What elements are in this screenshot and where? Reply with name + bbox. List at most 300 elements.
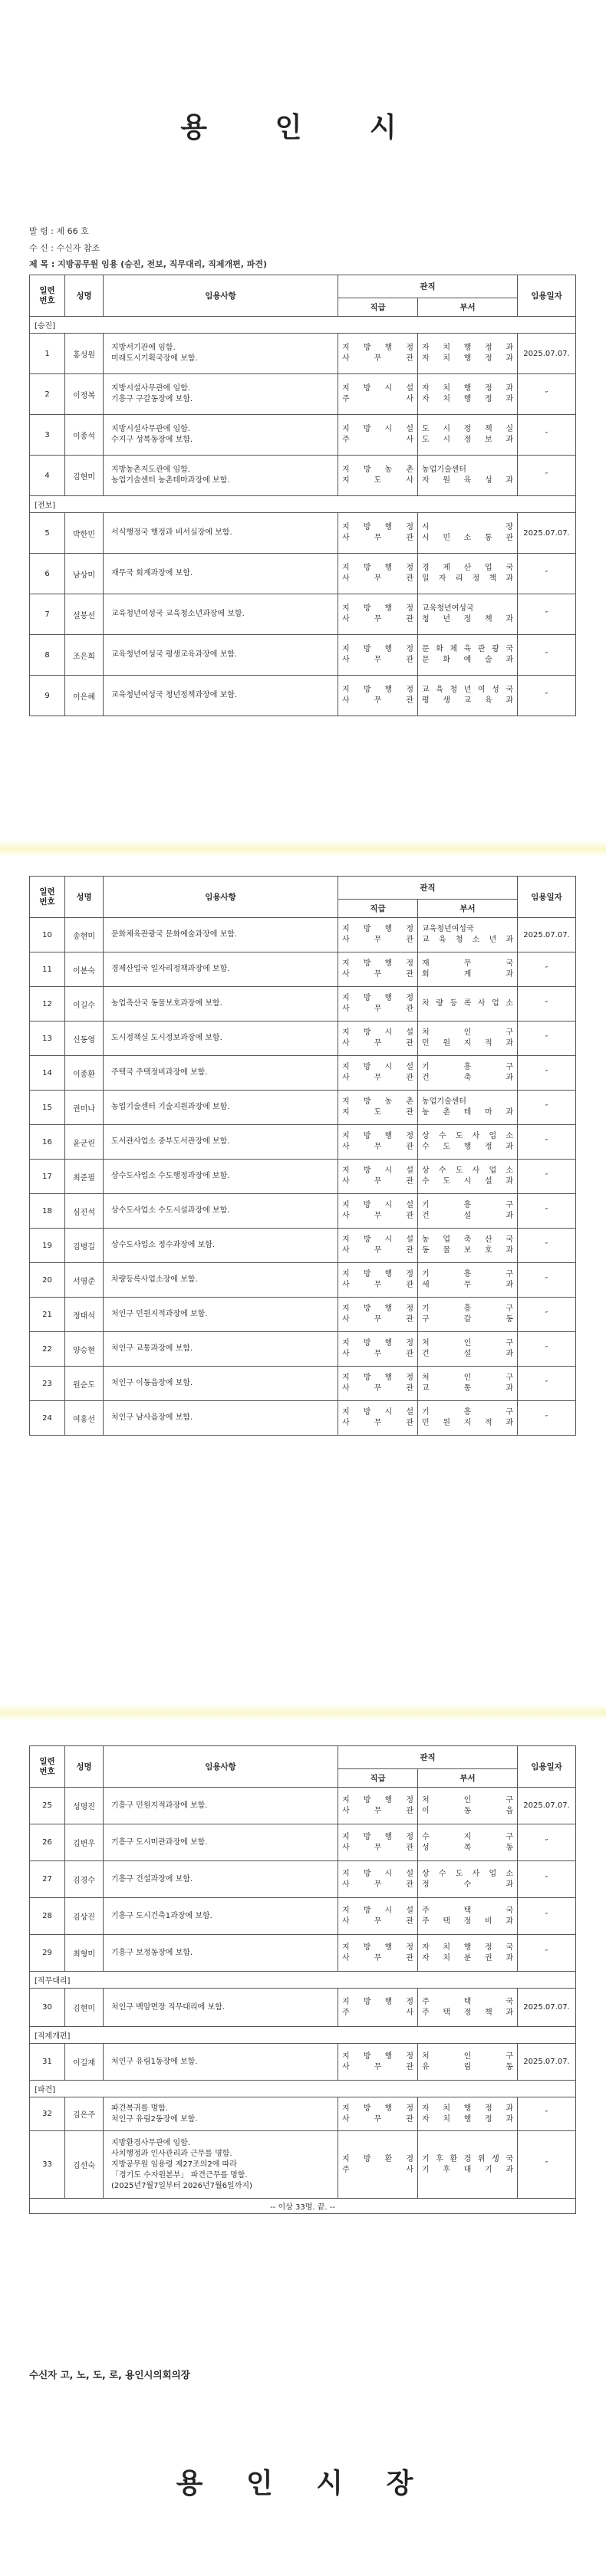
dept-line: 경 제 산 업 국 xyxy=(422,564,514,572)
dept-line: 기 흥 구 xyxy=(422,1304,514,1313)
rank-line: 사 무 관 xyxy=(342,936,413,944)
row-dept xyxy=(418,1861,518,1898)
row-no: 17 xyxy=(30,1160,65,1194)
col-item: 임용사항 xyxy=(104,877,338,918)
rank-line: 지 방 행 정 xyxy=(342,1795,413,1805)
row-no: 6 xyxy=(30,554,65,594)
dept-line: 차 량 등 록 사 업 소 xyxy=(422,999,514,1008)
row-date: ″ xyxy=(518,1935,576,1972)
row-no: 24 xyxy=(30,1401,65,1436)
row-no: 28 xyxy=(30,1898,65,1935)
row-dept xyxy=(418,1935,518,1972)
rank-line: 지 방 행 정 xyxy=(342,1997,413,2006)
dept-line: 재 무 국 xyxy=(422,959,514,968)
row-dept xyxy=(418,374,518,415)
row-dept xyxy=(418,1298,518,1332)
item-line: 파견복귀를 명함. xyxy=(111,2104,168,2113)
dept-line: 자 치 행 정 과 xyxy=(422,2114,514,2124)
row-rank xyxy=(338,513,418,554)
item-line: 문화체육관광국 문화예술과장에 보함. xyxy=(111,930,238,939)
dept-line: 자 원 육 성 과 xyxy=(422,476,514,485)
recipient-ref: 수 신 : 수신자 참조 xyxy=(29,243,100,253)
rank-line: 지 방 행 정 xyxy=(342,344,413,352)
rank-line: 사 무 관 xyxy=(342,574,413,583)
item-line: 지방서기관에 임함. xyxy=(111,344,176,352)
row-no: 2 xyxy=(30,374,65,415)
doc-number: 발 령 : 제 66 호 xyxy=(29,226,89,236)
item-line: 기흥구 보정동장에 보함. xyxy=(111,1948,193,1957)
row-rank xyxy=(338,1229,418,1263)
dept-line: 세 무 과 xyxy=(422,1281,514,1289)
dept-line: 이 동 읍 xyxy=(422,1806,514,1815)
row-rank xyxy=(338,1861,418,1898)
rank-line: 지 방 행 정 xyxy=(342,686,413,694)
row-dept xyxy=(418,2097,518,2131)
page-3 xyxy=(0,1715,606,2576)
row-rank xyxy=(338,1332,418,1367)
table-row xyxy=(30,1022,576,1056)
item-line: 지방농촌지도관에 임함. xyxy=(111,466,190,474)
col-item: 임용사항 xyxy=(104,275,338,317)
dept-line: 정 수 과 xyxy=(422,1880,514,1889)
dept-line: 민 원 지 적 과 xyxy=(422,1039,514,1048)
row-date: 2025.07.07. xyxy=(518,1788,576,1824)
rank-line: 지 방 시 설 xyxy=(342,1235,413,1244)
row-rank xyxy=(338,456,418,496)
row-item xyxy=(104,2044,338,2081)
row-name: 이정복 xyxy=(65,374,104,415)
row-date: ″ xyxy=(518,1194,576,1229)
rank-line: 지 방 시 설 xyxy=(342,1408,413,1416)
col-no: 일련 번호 xyxy=(30,877,65,918)
row-no: 31 xyxy=(30,2044,65,2081)
col-rank: 직급 xyxy=(338,1769,418,1788)
dept-line: 기 흥 구 xyxy=(422,1270,514,1278)
row-item xyxy=(104,1125,338,1160)
row-name: 양승현 xyxy=(65,1332,104,1367)
table-row xyxy=(30,1989,576,2027)
dept-line: 교육청년여성국 xyxy=(422,925,474,933)
row-name: 이길수 xyxy=(65,987,104,1022)
col-date: 임용일자 xyxy=(518,1746,576,1788)
row-no: 5 xyxy=(30,513,65,554)
rank-line: 지 방 환 경 xyxy=(342,2154,413,2163)
row-dept xyxy=(418,2131,518,2199)
dept-line: 시 장 xyxy=(422,523,514,531)
rank-line: 지 방 행 정 xyxy=(342,1132,413,1140)
dept-line: 처 인 구 xyxy=(422,2051,514,2061)
row-date: ″ xyxy=(518,2131,576,2199)
row-name: 이길재 xyxy=(65,2044,104,2081)
dept-line: 기 후 환 경 위 생 국 xyxy=(422,2154,514,2163)
doc-subject: 제 목 : 지방공무원 임용 (승진, 전보, 직무대리, 직제개편, 파견) xyxy=(29,259,268,269)
row-dept xyxy=(418,1022,518,1056)
item-line: 미래도시기획국장에 보함. xyxy=(111,354,198,363)
dept-line: 구 갈 동 xyxy=(422,1315,514,1324)
dept-line: 교 육 청 년 여 성 국 xyxy=(422,686,514,694)
table-row xyxy=(30,1401,576,1436)
page-1 xyxy=(0,0,606,847)
table-row xyxy=(30,513,576,554)
row-date: ″ xyxy=(518,1091,576,1125)
row-name: 박한민 xyxy=(65,513,104,554)
row-item xyxy=(104,334,338,374)
rank-line: 사 무 관 xyxy=(342,1419,413,1427)
col-date: 임용일자 xyxy=(518,275,576,317)
row-date: 2025.07.07. xyxy=(518,334,576,374)
row-item xyxy=(104,1022,338,1056)
table-row xyxy=(30,1788,576,1824)
rank-line: 지 방 행 정 xyxy=(342,2051,413,2061)
row-dept xyxy=(418,334,518,374)
row-rank xyxy=(338,1367,418,1401)
rank-line: 지 방 행 정 xyxy=(342,925,413,933)
row-no: 11 xyxy=(30,952,65,987)
row-item xyxy=(104,952,338,987)
row-date: ″ xyxy=(518,1022,576,1056)
row-rank xyxy=(338,1160,418,1194)
row-no: 3 xyxy=(30,415,65,456)
table-row xyxy=(30,1367,576,1401)
col-dept: 부서 xyxy=(418,1769,518,1788)
row-rank xyxy=(338,1091,418,1125)
row-date: ″ xyxy=(518,1332,576,1367)
col-rank: 직급 xyxy=(338,298,418,317)
row-no: 14 xyxy=(30,1056,65,1091)
row-date: ″ xyxy=(518,415,576,456)
row-no: 25 xyxy=(30,1788,65,1824)
item-line: 지방시설사무관에 임함. xyxy=(111,425,190,433)
rank-line: 사 무 관 xyxy=(342,970,413,979)
dept-line: 교 통 과 xyxy=(422,1384,514,1393)
col-name: 성명 xyxy=(65,1746,104,1788)
row-date: 2025.07.07. xyxy=(518,918,576,952)
rank-line: 사 무 관 xyxy=(342,1039,413,1048)
row-rank xyxy=(338,1022,418,1056)
table-row xyxy=(30,2044,576,2081)
row-name: 이종석 xyxy=(65,415,104,456)
page-gap xyxy=(0,841,606,857)
dept-line: 도 시 정 보 과 xyxy=(422,436,514,444)
row-name: 여홍선 xyxy=(65,1401,104,1436)
document-title: 용 인 시 xyxy=(180,111,426,143)
rank-line: 사 무 관 xyxy=(342,1843,413,1852)
row-dept xyxy=(418,1091,518,1125)
table-row xyxy=(30,415,576,456)
row-item xyxy=(104,1898,338,1935)
dept-line: 자 치 행 정 과 xyxy=(422,395,514,403)
row-name: 홍성원 xyxy=(65,334,104,374)
dept-line: 상 수 도 사 업 소 xyxy=(422,1132,514,1140)
row-rank xyxy=(338,1989,418,2027)
rank-line: 지 방 농 촌 xyxy=(342,1097,413,1106)
col-date: 임용일자 xyxy=(518,877,576,918)
row-no: 1 xyxy=(30,334,65,374)
row-date: ″ xyxy=(518,1401,576,1436)
col-no: 일련 번호 xyxy=(30,1746,65,1788)
rank-line: 사 무 관 xyxy=(342,2062,413,2071)
rank-line: 사 무 관 xyxy=(342,1177,413,1186)
row-name: 원순도 xyxy=(65,1367,104,1401)
table-row xyxy=(30,2131,576,2199)
row-rank xyxy=(338,415,418,456)
table-row xyxy=(30,1824,576,1861)
appointment-table-2 xyxy=(29,876,576,1436)
row-dept xyxy=(418,987,518,1022)
item-line: 처인구 유림1동장에 보함. xyxy=(111,2057,198,2066)
table-row xyxy=(30,1935,576,1972)
rank-line: 지 방 농 촌 xyxy=(342,466,413,474)
rank-line: 지 방 행 정 xyxy=(342,1270,413,1278)
row-date: ″ xyxy=(518,987,576,1022)
row-rank xyxy=(338,1125,418,1160)
dept-line: 일 자 리 정 책 과 xyxy=(422,574,514,583)
rank-line: 지 방 행 정 xyxy=(342,2104,413,2113)
table-row xyxy=(30,1229,576,1263)
row-date: ″ xyxy=(518,1367,576,1401)
rank-line: 사 무 관 xyxy=(342,1281,413,1289)
item-line: 「경기도 수자원본부」 파견근무를 명함. xyxy=(111,2170,248,2180)
row-item xyxy=(104,676,338,716)
row-item xyxy=(104,1824,338,1861)
dept-line: 자 치 행 정 과 xyxy=(422,344,514,352)
row-name: 조은희 xyxy=(65,635,104,676)
dept-line: 상 수 도 사 업 소 xyxy=(422,1869,514,1878)
row-no: 21 xyxy=(30,1298,65,1332)
dept-line: 성 복 동 xyxy=(422,1843,514,1852)
rank-line: 사 무 관 xyxy=(342,1143,413,1151)
table-row xyxy=(30,1125,576,1160)
row-date: ″ xyxy=(518,1898,576,1935)
rank-line: 지 방 행 정 xyxy=(342,1339,413,1347)
row-no: 33 xyxy=(30,2131,65,2199)
rank-line: 사 무 관 xyxy=(342,1806,413,1815)
dept-line: 평 생 교 육 과 xyxy=(422,696,514,705)
table-row xyxy=(30,1298,576,1332)
row-name: 이종환 xyxy=(65,1056,104,1091)
row-item xyxy=(104,594,338,635)
dept-line: 도 시 정 책 실 xyxy=(422,425,514,433)
rank-line: 지 방 시 설 xyxy=(342,1906,413,1915)
recipients-line: 수신자 고, 노, 도, 로, 용인시의회의장 xyxy=(29,2369,190,2380)
dept-line: 건 축 과 xyxy=(422,1074,514,1082)
row-rank xyxy=(338,2044,418,2081)
item-line: 교육청년여성국 평생교육과장에 보함. xyxy=(111,650,238,659)
dept-line: 처 인 구 xyxy=(422,1028,514,1037)
row-name: 김현미 xyxy=(65,1989,104,2027)
row-rank xyxy=(338,952,418,987)
row-rank xyxy=(338,554,418,594)
row-dept xyxy=(418,554,518,594)
row-dept xyxy=(418,594,518,635)
rank-line: 주 사 xyxy=(342,436,413,444)
dept-line: 기 후 대 기 과 xyxy=(422,2165,514,2174)
dept-line: 시 민 소 통 관 xyxy=(422,534,514,542)
rank-line: 사 무 관 xyxy=(342,1246,413,1255)
rank-line: 사 무 관 xyxy=(342,656,413,664)
row-rank xyxy=(338,1824,418,1861)
col-name: 성명 xyxy=(65,877,104,918)
dept-line: 수 지 구 xyxy=(422,1832,514,1841)
rank-line: 지 방 시 설 xyxy=(342,1063,413,1071)
rank-line: 사 무 관 xyxy=(342,354,413,363)
row-name: 김병길 xyxy=(65,1229,104,1263)
item-line: 농업기술센터 농촌테마과장에 보함. xyxy=(111,476,230,485)
col-dept: 부서 xyxy=(418,298,518,317)
rank-line: 지 도 사 xyxy=(342,476,413,485)
row-item xyxy=(104,1367,338,1401)
dept-line: 수 도 시 설 과 xyxy=(422,1177,514,1186)
row-date: ″ xyxy=(518,1125,576,1160)
row-name: 남상미 xyxy=(65,554,104,594)
table-row xyxy=(30,1194,576,1229)
row-dept xyxy=(418,415,518,456)
row-date: ″ xyxy=(518,1160,576,1194)
row-dept xyxy=(418,1367,518,1401)
row-date: ″ xyxy=(518,635,576,676)
item-line: 주택국 주택정비과장에 보함. xyxy=(111,1068,208,1077)
dept-line: 자 치 분 권 과 xyxy=(422,1953,514,1962)
row-rank xyxy=(338,1263,418,1298)
row-item xyxy=(104,1298,338,1332)
rank-line: 지 방 행 정 xyxy=(342,645,413,653)
table-row xyxy=(30,374,576,415)
dept-line: 문 화 예 술 과 xyxy=(422,656,514,664)
dept-line: 교 육 청 소 년 과 xyxy=(422,936,514,944)
row-name: 김경수 xyxy=(65,1861,104,1898)
row-date: ″ xyxy=(518,374,576,415)
table-row xyxy=(30,1091,576,1125)
row-name: 성명진 xyxy=(65,1788,104,1824)
item-line: 도서관사업소 중부도서관장에 보함. xyxy=(111,1137,230,1146)
table-row xyxy=(30,952,576,987)
dept-line: 자 치 행 정 과 xyxy=(422,354,514,363)
dept-line: 농 촌 테 마 과 xyxy=(422,1108,514,1117)
row-no: 9 xyxy=(30,676,65,716)
row-name: 송현미 xyxy=(65,918,104,952)
item-line: 교육청년여성국 청년정책과장에 보함. xyxy=(111,691,238,699)
row-name: 이은혜 xyxy=(65,676,104,716)
row-date: ″ xyxy=(518,1056,576,1091)
row-rank xyxy=(338,1898,418,1935)
item-line: 수지구 성복동장에 보함. xyxy=(111,436,193,444)
section-label: [직무대리] xyxy=(30,1972,576,1989)
dept-line: 민 원 지 적 과 xyxy=(422,1419,514,1427)
rank-line: 지 방 행 정 xyxy=(342,959,413,968)
table-row xyxy=(30,554,576,594)
rank-line: 지 방 행 정 xyxy=(342,1943,413,1952)
signature-title: 용 인 시 장 xyxy=(176,2467,430,2499)
row-item xyxy=(104,1861,338,1898)
col-no: 일련 번호 xyxy=(30,275,65,317)
rank-line: 주 사 xyxy=(342,395,413,403)
row-rank xyxy=(338,1194,418,1229)
dept-line: 자 치 행 정 과 xyxy=(422,2104,514,2113)
row-date: 2025.07.07. xyxy=(518,513,576,554)
item-line: 기흥구 도시건축1과장에 보함. xyxy=(111,1911,212,1920)
table-row xyxy=(30,1160,576,1194)
end-note: -- 이상 33명. 끝. -- xyxy=(30,2199,576,2214)
row-no: 22 xyxy=(30,1332,65,1367)
row-date: ″ xyxy=(518,1263,576,1298)
dept-line: 농업기술센터 xyxy=(422,1097,466,1106)
item-line: (2025년7월7일부터 2026년7월6일까지) xyxy=(111,2181,252,2190)
item-line: 경제산업국 일자리정책과장에 보함. xyxy=(111,965,230,973)
item-line: 처인구 이동읍장에 보함. xyxy=(111,1379,193,1387)
item-line: 처인구 교통과장에 보함. xyxy=(111,1344,193,1353)
table-row xyxy=(30,987,576,1022)
row-dept xyxy=(418,2044,518,2081)
item-line: 지방공무원 임용령 제27조의2에 따라 xyxy=(111,2160,237,2169)
dept-line: 기 흥 구 xyxy=(422,1201,514,1209)
item-line: 도시정책실 도시정보과장에 보함. xyxy=(111,1034,222,1042)
item-line: 처인구 남사읍장에 보함. xyxy=(111,1413,193,1422)
row-dept xyxy=(418,1056,518,1091)
row-date: ″ xyxy=(518,2097,576,2131)
row-item xyxy=(104,2131,338,2199)
section-label: [승진] xyxy=(30,317,576,334)
row-name: 김변우 xyxy=(65,1824,104,1861)
row-rank xyxy=(338,594,418,635)
item-line: 상수도사업소 수도시설과장에 보함. xyxy=(111,1206,230,1215)
dept-line: 주 택 국 xyxy=(422,1997,514,2006)
dept-line: 유 림 동 xyxy=(422,2062,514,2071)
rank-line: 지 방 행 정 xyxy=(342,1304,413,1313)
row-item xyxy=(104,554,338,594)
row-item xyxy=(104,1194,338,1229)
dept-line: 상 수 도 사 업 소 xyxy=(422,1166,514,1175)
row-date: ″ xyxy=(518,594,576,635)
rank-line: 지 방 시 설 xyxy=(342,1028,413,1037)
rank-line: 주 사 xyxy=(342,2165,413,2174)
col-post: 관직 xyxy=(338,1746,518,1769)
item-line: 처인구 민원지적과장에 보함. xyxy=(111,1310,208,1318)
rank-line: 사 무 관 xyxy=(342,534,413,542)
row-no: 19 xyxy=(30,1229,65,1263)
row-item xyxy=(104,1056,338,1091)
item-line: 기흥구 민원지적과장에 보함. xyxy=(111,1801,208,1810)
row-name: 김선숙 xyxy=(65,2131,104,2199)
row-item xyxy=(104,1401,338,1436)
item-line: 처인구 백암면장 직무대리에 보함. xyxy=(111,2002,225,2012)
dept-line: 주 택 정 비 과 xyxy=(422,1916,514,1926)
item-line: 교육청년여성국 교육청소년과장에 보함. xyxy=(111,610,245,618)
row-item xyxy=(104,635,338,676)
row-item xyxy=(104,1989,338,2027)
table-row xyxy=(30,594,576,635)
item-line: 기흥구 구갈동장에 보함. xyxy=(111,395,193,403)
row-no: 7 xyxy=(30,594,65,635)
dept-line: 자 치 행 정 국 xyxy=(422,1943,514,1952)
row-no: 23 xyxy=(30,1367,65,1401)
rank-line: 지 방 시 설 xyxy=(342,1869,413,1878)
row-date: ″ xyxy=(518,456,576,496)
table-row xyxy=(30,635,576,676)
row-name: 정태석 xyxy=(65,1298,104,1332)
row-no: 30 xyxy=(30,1989,65,2027)
col-name: 성명 xyxy=(65,275,104,317)
rank-line: 사 무 관 xyxy=(342,1384,413,1393)
row-no: 16 xyxy=(30,1125,65,1160)
col-dept: 부서 xyxy=(418,900,518,918)
item-line: 재무국 회계과장에 보함. xyxy=(111,569,193,577)
row-date: ″ xyxy=(518,952,576,987)
row-name: 최준필 xyxy=(65,1160,104,1194)
row-name: 서영준 xyxy=(65,1263,104,1298)
row-dept xyxy=(418,1160,518,1194)
row-item xyxy=(104,374,338,415)
dept-line: 처 인 구 xyxy=(422,1339,514,1347)
